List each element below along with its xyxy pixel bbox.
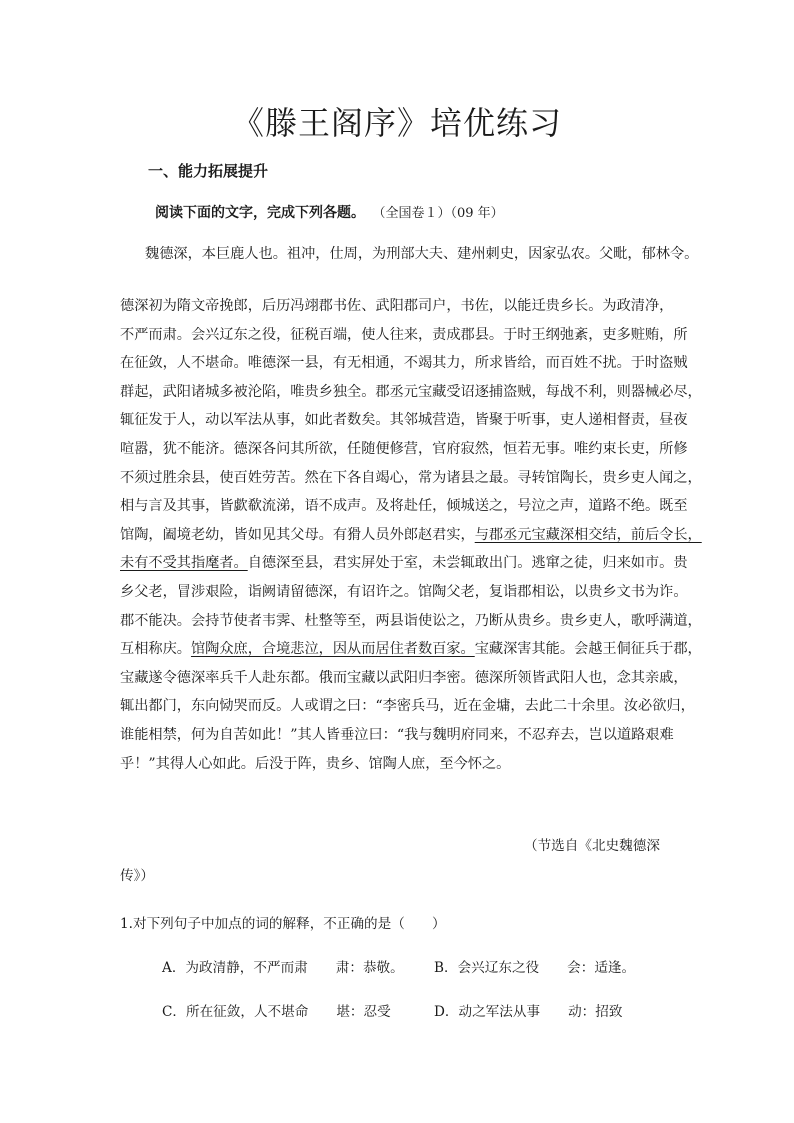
passage-text: 互相称庆。 xyxy=(120,641,191,658)
passage-text: 自德深至县，君实屏处于室，未尝辄敢出门。逃窜之徒，归来如市。贵 xyxy=(247,555,688,572)
passage-line xyxy=(120,292,685,321)
passage-line xyxy=(120,750,685,779)
option-d-sentence: D．动之军法从事 xyxy=(434,1004,541,1020)
passage-line xyxy=(120,549,688,578)
underlined-sentence: 与郡丞元宝藏深相交结，前后令长， xyxy=(474,526,702,543)
passage-text: 乡父老，冒涉艰险，诣阙请留德深，有诏许之。馆陶父老，复诣郡相讼，以贵乡文书为诈。 xyxy=(120,583,688,600)
option-c-sentence: C．所在征敛，人不堪命 xyxy=(162,1004,309,1020)
passage-text: 德深初为隋文帝挽郎，后历冯翊郡书佐、武阳郡司户，书佐，以能迁贵乡长。为政清净， xyxy=(120,298,674,314)
passage-line xyxy=(120,607,702,636)
option-b-sentence: B．会兴辽东之役 xyxy=(434,960,540,976)
passage-text: 群起，武阳诸城多被沦陷，唯贵乡独全。郡丞元宝藏受诏逐捕盗贼，每战不利，则器械必尽， xyxy=(120,383,702,400)
passage-text: 辄征发于人，动以军法从事，如此者数矣。其邻城营造，皆聚于听事，吏人递相督责，昼夜 xyxy=(120,412,688,429)
passage-line xyxy=(120,578,688,607)
option-d xyxy=(434,1000,622,1020)
passage-line xyxy=(120,435,688,464)
option-a-gloss: 肃：恭敬。 xyxy=(335,960,404,976)
option-d-gloss: 动：招致 xyxy=(568,1004,623,1020)
passage-line xyxy=(120,321,688,350)
passage-line xyxy=(120,721,685,750)
passage-text: 喧嚣，犹不能济。德深各问其所欲，任随便修营，官府寂然，恒若无事。唯约束长吏，所修 xyxy=(120,440,688,457)
section-heading: 一、能力拓展提升 xyxy=(148,162,269,180)
underlined-sentence: 馆陶众庶，合境悲泣，因从而居住者数百家。 xyxy=(190,641,475,658)
passage-line xyxy=(120,664,688,693)
passage-text: 馆陶，阖境老幼，皆如见其父母。有猾人员外郎赵君实， xyxy=(120,526,475,543)
instruction-text: 阅读下面的文字，完成下列各题。 xyxy=(155,205,365,221)
passage-line xyxy=(120,464,702,493)
passage-text: 辄出都门，东向恸哭而反。人或谓之曰：“李密兵马，近在金墉，去此二十余里。汝必欲归， xyxy=(120,698,695,715)
intro-paragraph: 魏德深，本巨鹿人也。祖冲，仕周，为刑部大夫、建州刺史，因家弘农。父毗，郁林令。 xyxy=(145,246,699,262)
passage-text: 相与言及其事，皆歔欷流涕，语不成声。及将赴任，倾城送之，号泣之声，道路不绝。既至 xyxy=(120,498,688,515)
passage-line xyxy=(120,378,702,407)
option-b xyxy=(434,956,635,976)
passage-text: 在征敛，人不堪命。唯德深一县，有无相通，不竭其力，所求皆给，而百姓不扰。于时盗贼 xyxy=(120,355,688,372)
passage-line xyxy=(120,349,688,378)
passage-line xyxy=(120,521,702,550)
option-c xyxy=(162,1000,391,1020)
option-a xyxy=(162,956,404,976)
option-b-gloss: 会：适逢。 xyxy=(567,960,636,976)
passage-text: 不严而肃。会兴辽东之役，征税百端，使人往来，责成郡县。于时王纲弛紊，吏多赃贿，所 xyxy=(120,326,688,343)
source-credit-line1: （节选自《北史魏德深 xyxy=(524,838,660,854)
passage xyxy=(120,292,702,778)
option-c-gloss: 堪：忍受 xyxy=(336,1004,391,1020)
underlined-sentence: 未有不受其指麾者。 xyxy=(120,555,248,572)
question-1-stem: 1.对下列句子中加点的词的解释，不正确的是（ ） xyxy=(120,916,446,932)
passage-text: 宝藏遂令德深率兵千人赴东都。俄而宝藏以武阳归李密。德深所领皆武阳人也，念其亲戚， xyxy=(120,669,688,686)
passage-text: 谁能相禁，何为自苦如此！”其人皆垂泣曰：“我与魏明府同来，不忍弃去，岂以道路艰难 xyxy=(120,726,674,743)
instruction xyxy=(155,202,504,222)
source-credit-line2: 传》） xyxy=(120,868,154,884)
passage-text: 宝藏深害其能。会越王侗征兵于郡， xyxy=(474,641,702,658)
instruction-source: （全国卷１）（09 年） xyxy=(379,206,504,221)
passage-text: 不须过胜余县，使百姓劳苦。然在下各自竭心，常为诸县之最。寻转馆陶长，贵乡吏人闻之， xyxy=(120,469,702,486)
passage-line xyxy=(120,492,688,521)
passage-line xyxy=(120,635,702,664)
option-a-sentence: A．为政清静，不严而肃 xyxy=(162,960,308,976)
passage-text: 郡不能决。会持节使者韦霁、杜整等至，两县诣使讼之，乃断从贵乡。贵乡吏人，歌呼满道， xyxy=(120,612,702,629)
passage-line xyxy=(120,406,688,435)
page-title: 《滕王阁序》培优练习 xyxy=(231,104,562,142)
passage-text: 乎！”其得人心如此。后没于阵，贵乡、馆陶人庶，至今怀之。 xyxy=(120,755,511,772)
passage-line xyxy=(120,692,695,721)
